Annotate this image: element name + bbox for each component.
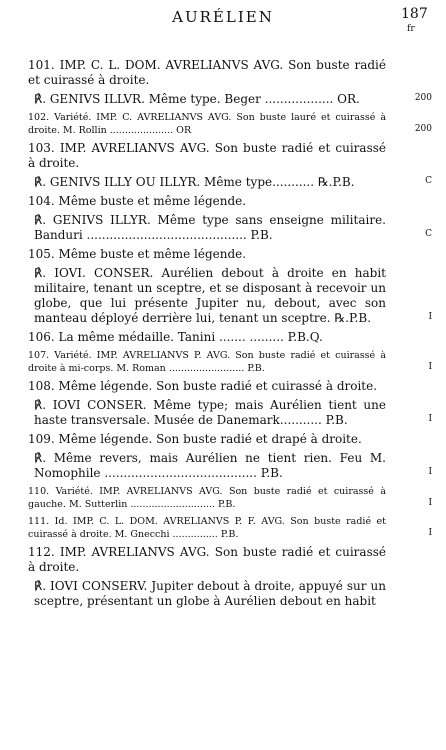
entry-112 [0, 545, 446, 575]
entry-112-reverse [0, 579, 446, 609]
entry-text: 101. IMP. C. L. DOM. AVRELIANVS AVG. Son buste radié et cuirassé à droite. [28, 58, 386, 87]
rarity-value: C [425, 229, 432, 239]
entry-108 [0, 379, 446, 394]
entry-105-reverse [0, 266, 446, 326]
entry-109 [0, 432, 446, 447]
entry-103-reverse [0, 175, 446, 190]
rarity-value: I [428, 362, 432, 372]
entry-104 [0, 194, 446, 209]
entry-text: 110. Variété. IMP. AVRELIANVS AVG. Son buste radié et cuirassé à gauche. M. Sutterlin ............................ P.B. [28, 486, 386, 510]
rarity-value: I [428, 528, 432, 538]
entry-107 [0, 349, 446, 375]
entry-text: ℟. Même revers, mais Aurélien ne tient rien. Feu M. Nomophile ........................................ P.B. [34, 451, 386, 480]
entry-text: 103. IMP. AVRELIANVS AVG. Son buste radié et cuirassé à droite. [28, 141, 386, 170]
entry-text: 108. Même légende. Son buste radié et cuirassé à droite. [28, 379, 378, 393]
page-signature: fr [407, 24, 415, 34]
rarity-value: C [425, 176, 432, 186]
entry-104-reverse [0, 213, 446, 243]
entry-text: ℟. IOVI CONSERV. Jupiter debout à droite, appuyé sur un sceptre, présentant un globe à Aurélien debout en habit [34, 579, 386, 608]
entry-text: 106. La même médaille. Tanini ....... ......... P.B.Q. [28, 330, 323, 344]
page-number: 187 [401, 6, 428, 22]
entry-text: 104. Même buste et même légende. [28, 194, 247, 208]
entry-text: 102. Variété. IMP. C. AVRELIANVS AVG. Son buste lauré et cuirassé à droite. M. Rollin ..................... OR [28, 112, 386, 136]
entry-106 [0, 330, 446, 345]
entry-101 [0, 58, 446, 88]
entry-text: ℟. IOVI CONSER. Même type; mais Aurélien tient une haste transversale. Musée de Danemark........... P.B. [34, 398, 386, 427]
entry-108-reverse [0, 398, 446, 428]
entry-text: 109. Même légende. Son buste radié et drapé à droite. [28, 432, 362, 446]
rarity-value: I [428, 414, 432, 424]
catalog-entries [0, 58, 446, 613]
page-title: AURÉLIEN [172, 8, 274, 26]
rarity-value: I [428, 312, 432, 322]
entry-101-reverse [0, 92, 446, 107]
entry-text: ℟. GENIVS ILLY OU ILLYR. Même type........... ℞.P.B. [34, 175, 355, 189]
entry-text: ℟. IOVI. CONSER. Aurélien debout à droite en habit militaire, tenant un sceptre, et se disposant à recevoir un globe, que lui présente Jupiter nu, debout, avec son manteau déployé derrière lui, tenant un sceptre. ℞.P.B. [34, 266, 386, 325]
entry-text: 112. IMP. AVRELIANVS AVG. Son buste radié et cuirassé à droite. [28, 545, 386, 574]
entry-110 [0, 485, 446, 511]
rarity-value: 200 [414, 93, 432, 103]
entry-103 [0, 141, 446, 171]
entry-111 [0, 515, 446, 541]
rarity-value: 200 [414, 124, 432, 134]
entry-text: ℟. GENIVS ILLVR. Même type. Beger .................. OR. [34, 92, 360, 106]
entry-102 [0, 111, 446, 137]
entry-109-reverse [0, 451, 446, 481]
rarity-value: I [428, 467, 432, 477]
rarity-value: I [428, 498, 432, 508]
entry-text: 111. Id. IMP. C. L. DOM. AVRELIANVS P. F. AVG. Son buste radié et cuirassé à droite. M. Gnecchi ............... P.B. [28, 516, 386, 540]
entry-text: ℟. GENIVS ILLYR. Même type sans enseigne militaire. Banduri .......................................... P.B. [34, 213, 386, 242]
entry-105 [0, 247, 446, 262]
entry-text: 105. Même buste et même légende. [28, 247, 247, 261]
entry-text: 107. Variété. IMP. AVRELIANVS P. AVG. Son buste radié et cuirassé à droite à mi-corps. M. Roman ......................... P.B. [28, 350, 386, 374]
